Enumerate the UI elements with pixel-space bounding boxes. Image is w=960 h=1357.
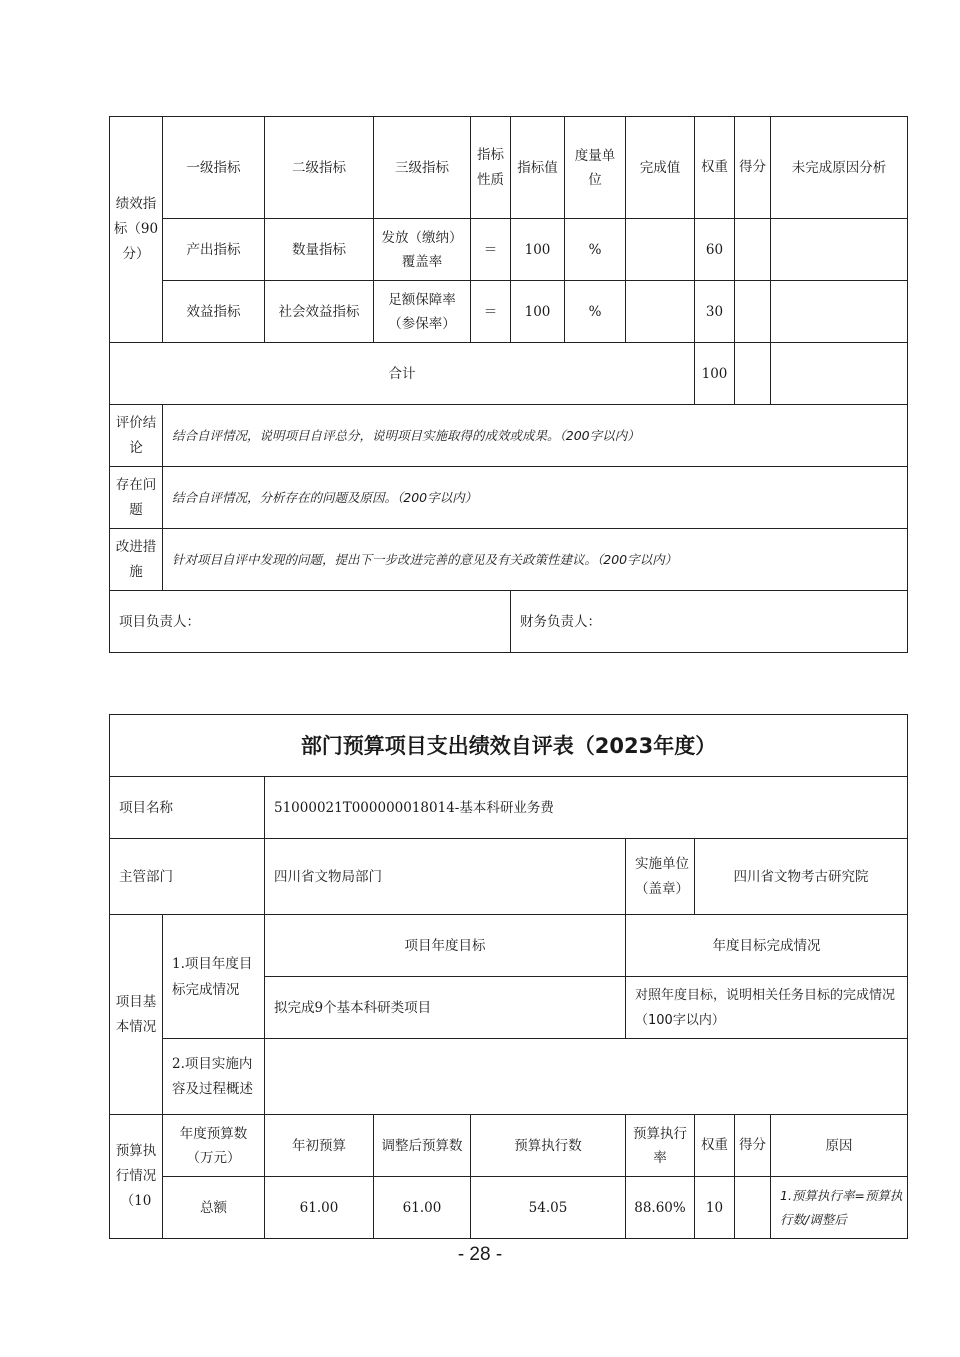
- evaluation-text: 结合自评情况，说明项目自评总分，说明项目实施取得的成效或成果。（200字以内）: [163, 405, 908, 467]
- annual-goal-value: 拟完成9个基本科研类项目: [265, 977, 626, 1039]
- table-row: [110, 281, 908, 343]
- cell-weight: 60: [695, 219, 735, 281]
- budget-row-reason: 1.预算执行率=预算执行数/调整后: [771, 1177, 908, 1239]
- total-row: [110, 343, 908, 405]
- total-score: [735, 343, 771, 405]
- cell-level1: 效益指标: [163, 281, 265, 343]
- content-label: 2.项目实施内容及过程概述: [163, 1039, 265, 1115]
- cell-level1: 产出指标: [163, 219, 265, 281]
- header-level3: 三级指标: [374, 117, 471, 219]
- dept-value: 四川省文物局部门: [265, 839, 626, 915]
- project-name-value: 51000021T000000018014-基本科研业务费: [265, 777, 908, 839]
- header-score: 得分: [735, 117, 771, 219]
- budget-header-executed: 预算执行数: [471, 1115, 626, 1177]
- cell-level2: 社会效益指标: [265, 281, 374, 343]
- finance-lead-field: 财务负责人：: [511, 591, 908, 653]
- header-weight: 权重: [695, 117, 735, 219]
- total-reason: [771, 343, 908, 405]
- budget-row-score: [735, 1177, 771, 1239]
- cell-weight: 30: [695, 281, 735, 343]
- budget-header-adjusted: 调整后预算数: [374, 1115, 471, 1177]
- cell-reason: [771, 219, 908, 281]
- self-evaluation-table: [109, 714, 908, 1239]
- cell-nature: ＝: [471, 219, 511, 281]
- performance-indicator-table: [109, 116, 908, 653]
- budget-row-executed: 54.05: [471, 1177, 626, 1239]
- section-label-indicators: 绩效指标（90分）: [110, 117, 163, 343]
- dept-label: 主管部门: [110, 839, 265, 915]
- measures-label: 改进措施: [110, 529, 163, 591]
- header-level2: 二级指标: [265, 117, 374, 219]
- budget-row-label: 总额: [163, 1177, 265, 1239]
- header-nature: 指标性质: [471, 117, 511, 219]
- project-name-label: 项目名称: [110, 777, 265, 839]
- evaluation-label: 评价结论: [110, 405, 163, 467]
- budget-row-rate: 88.60%: [626, 1177, 695, 1239]
- completion-header: 年度目标完成情况: [626, 915, 908, 977]
- cell-level3: 发放（缴纳）覆盖率: [374, 219, 471, 281]
- goal-label: 1.项目年度目标完成情况: [163, 915, 265, 1039]
- cell-reason: [771, 281, 908, 343]
- content-value: [265, 1039, 908, 1115]
- cell-completed: [626, 281, 695, 343]
- budget-label: 预算执行情况（10: [110, 1115, 163, 1239]
- project-lead-field: 项目负责人：: [110, 591, 511, 653]
- table-row: [110, 1177, 908, 1239]
- annual-goal-header: 项目年度目标: [265, 915, 626, 977]
- header-level1: 一级指标: [163, 117, 265, 219]
- header-value: 指标值: [511, 117, 565, 219]
- budget-row-weight: 10: [695, 1177, 735, 1239]
- budget-header-weight: 权重: [695, 1115, 735, 1177]
- table-row: [110, 219, 908, 281]
- cell-value: 100: [511, 281, 565, 343]
- measures-text: 针对项目自评中发现的问题，提出下一步改进完善的意见及有关政策性建议。（200字以内）: [163, 529, 908, 591]
- cell-score: [735, 281, 771, 343]
- cell-level2: 数量指标: [265, 219, 374, 281]
- budget-header-reason: 原因: [771, 1115, 908, 1177]
- completion-text: 对照年度目标，说明相关任务目标的完成情况（100字以内）: [626, 977, 908, 1039]
- problems-label: 存在问题: [110, 467, 163, 529]
- unit-label: 实施单位（盖章）: [626, 839, 695, 915]
- header-completed: 完成值: [626, 117, 695, 219]
- budget-header-score: 得分: [735, 1115, 771, 1177]
- budget-header-annual: 年度预算数（万元）: [163, 1115, 265, 1177]
- cell-completed: [626, 219, 695, 281]
- unit-value: 四川省文物考古研究院: [695, 839, 908, 915]
- total-label: 合计: [110, 343, 695, 405]
- total-weight: 100: [695, 343, 735, 405]
- cell-unit: %: [565, 219, 626, 281]
- cell-nature: ＝: [471, 281, 511, 343]
- problems-text: 结合自评情况，分析存在的问题及原因。（200字以内）: [163, 467, 908, 529]
- budget-header-rate: 预算执行率: [626, 1115, 695, 1177]
- basic-info-label: 项目基本情况: [110, 915, 163, 1115]
- cell-value: 100: [511, 219, 565, 281]
- header-reason: 未完成原因分析: [771, 117, 908, 219]
- budget-row-initial: 61.00: [265, 1177, 374, 1239]
- cell-unit: %: [565, 281, 626, 343]
- cell-score: [735, 219, 771, 281]
- page-title: 部门预算项目支出绩效自评表（2023年度）: [110, 715, 908, 777]
- budget-header-initial: 年初预算: [265, 1115, 374, 1177]
- header-unit: 度量单位: [565, 117, 626, 219]
- page-number: - 28 -: [457, 1244, 503, 1265]
- budget-row-adjusted: 61.00: [374, 1177, 471, 1239]
- cell-level3: 足额保障率（参保率）: [374, 281, 471, 343]
